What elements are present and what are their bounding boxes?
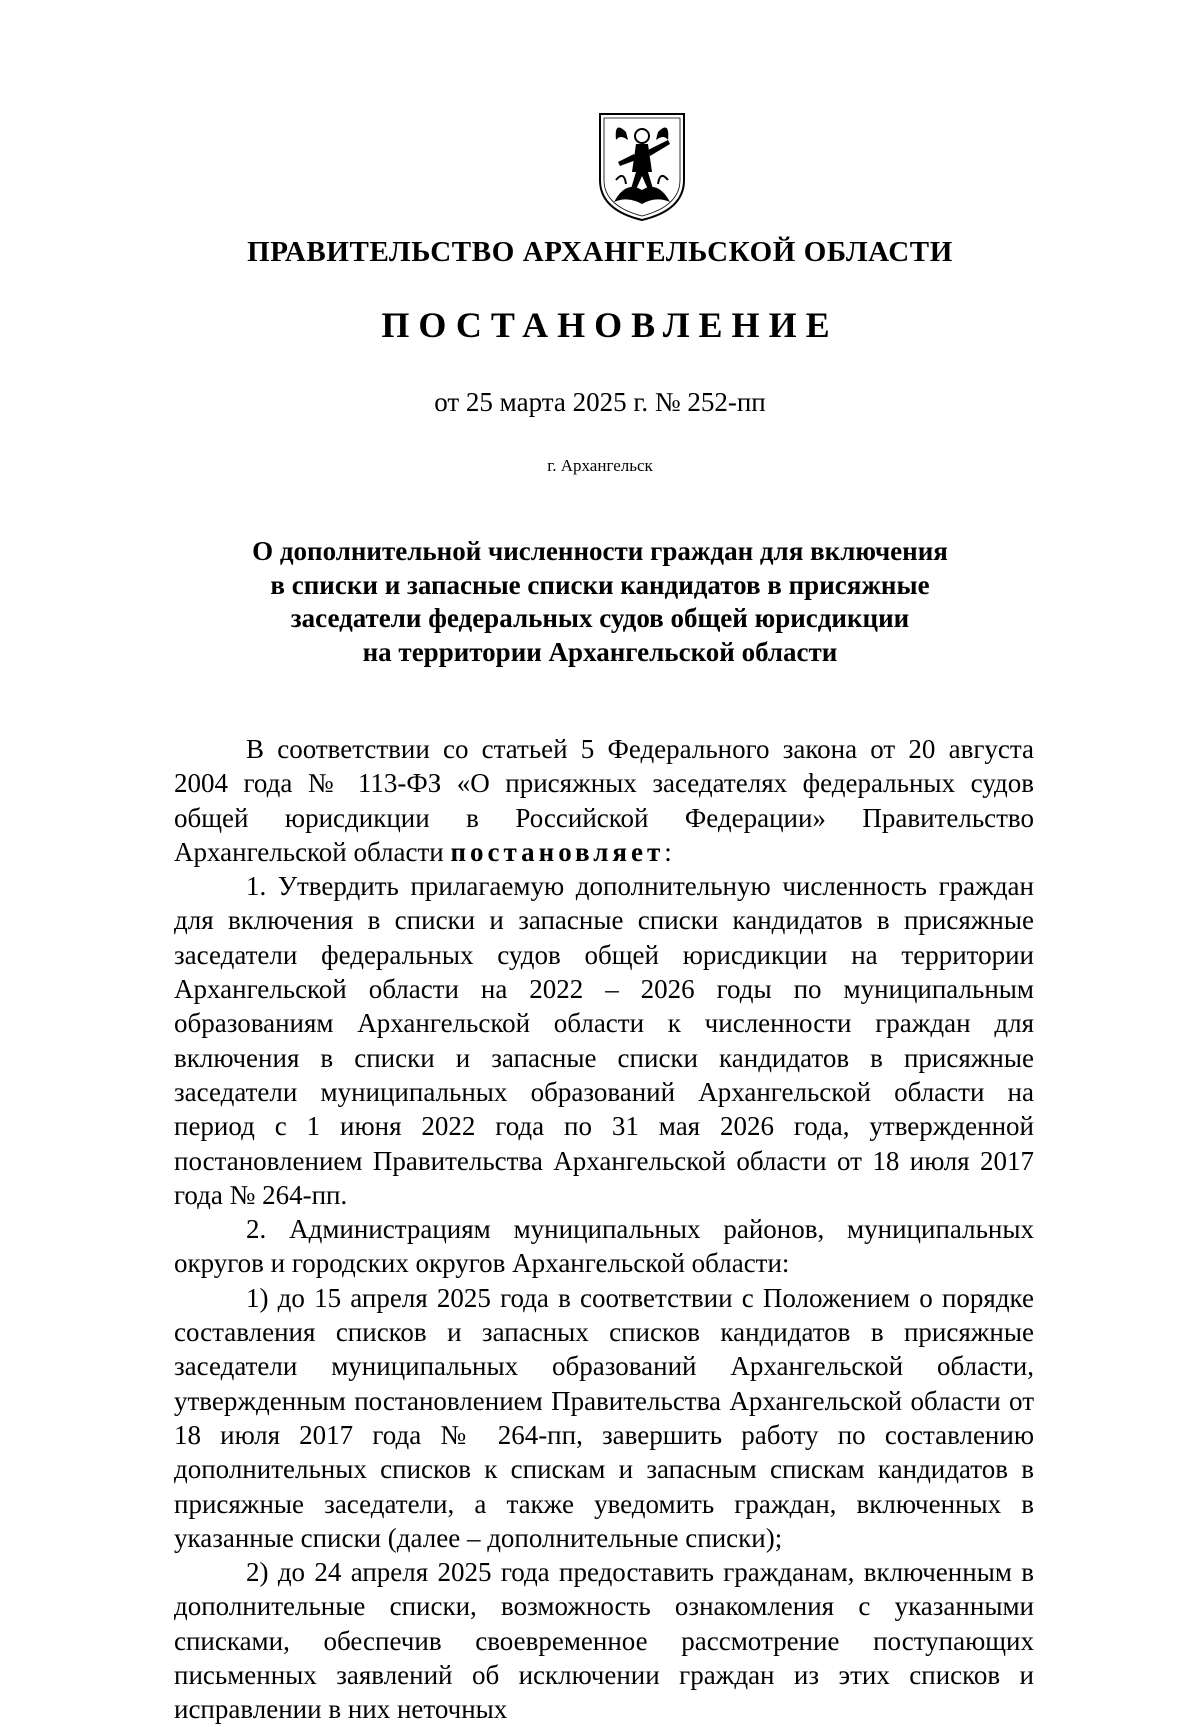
document-type-title: ПОСТАНОВЛЕНИЕ xyxy=(381,305,839,345)
city-name: г. Архангельск xyxy=(547,456,653,475)
paragraph-1: 1. Утвердить прилагаемую дополнительную численность граждан для включения в списки и запасные списки кандидатов в присяжные заседатели федеральных судов общей юрисдикции на территории Архангельской области на 2022 – 2026 годы по муниципальным образованиям Архангельской области к численности граждан для включения в списки и запасные списки кандидатов в присяжные заседатели муниципальных образований Архангельской области на период с 1 июня 2022 года по 31 мая 2026 года, утвержденной постановлением Правительства Архангельской области от 18 июля 2017 года № 264-пп. xyxy=(174,871,1034,1210)
resolves-word: постановляет xyxy=(450,836,665,867)
subparagraph-2-1: 1) до 15 апреля 2025 года в соответствии с Положением о порядке составления списков и запасных списков кандидатов в присяжные заседатели муниципальных образований Архангельской области, утвержденным постановлением Правительства Архангельской области от 18 июля 2017 года № 264-пп, завершить работу по составлению дополнительных списков к спискам и запасным спискам кандидатов в присяжные заседатели, а также уведомить граждан, включенных в указанные списки (далее – дополнительные списки); xyxy=(174,1282,1034,1553)
heading-line: в списки и запасные списки кандидатов в присяжные xyxy=(270,569,930,600)
resolves-colon: : xyxy=(664,836,672,867)
government-name: ПРАВИТЕЛЬСТВО АРХАНГЕЛЬСКОЙ ОБЛАСТИ xyxy=(247,236,953,268)
resolution-heading xyxy=(200,535,1000,669)
paragraph-2: 2. Администрациям муниципальных районов, муниципальных округов и городских округов Архангельской области: xyxy=(174,1214,1034,1279)
intro-paragraph xyxy=(174,732,1034,869)
coat-of-arms-emblem xyxy=(596,110,688,222)
intro-text: В соответствии со статьей 5 Федерального закона от 20 августа 2004 года № 113-ФЗ «О присяжных заседателях федеральных судов общей юрисдикции в Российской Федерации» Правительство Архангельской области xyxy=(174,734,1034,867)
subparagraph-2-2: 2) до 24 апреля 2025 года предоставить гражданам, включенным в дополнительные списки, возможность ознакомления с указанными списками, обеспечив своевременное рассмотрение поступающих письменных заявлений об исключении граждан из этих списков и исправлении в них неточных xyxy=(174,1557,1034,1725)
date-and-number: от 25 марта 2025 г. № 252-пп xyxy=(434,387,766,417)
document-body xyxy=(174,732,1034,1727)
heading-line: на территории Архангельской области xyxy=(362,636,838,667)
heading-line: О дополнительной численности граждан для включения xyxy=(252,536,948,566)
heading-line: заседатели федеральных судов общей юрисдикции xyxy=(290,603,910,633)
